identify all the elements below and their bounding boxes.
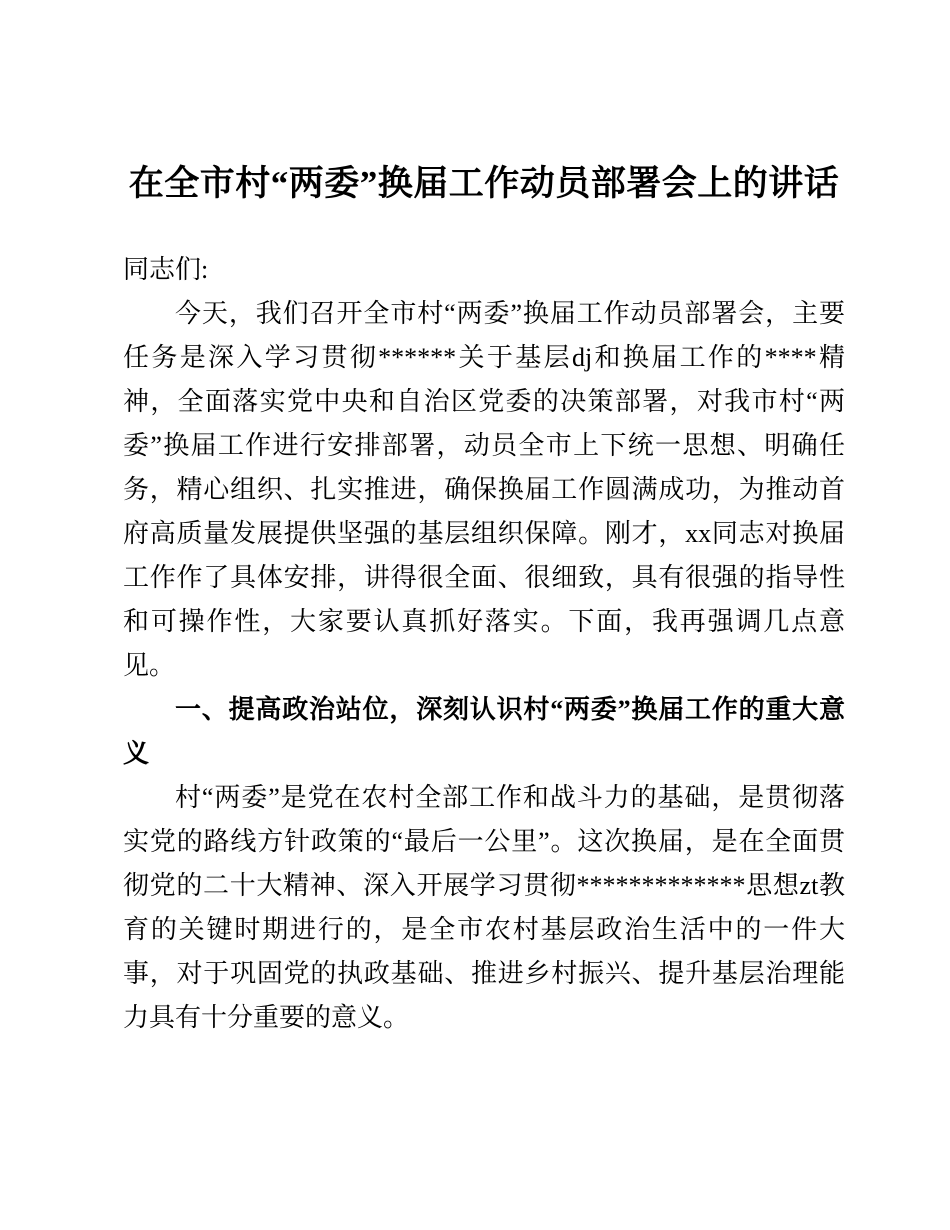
document-body	[123, 248, 845, 1040]
salutation-line: 同志们:	[123, 255, 209, 284]
section-heading-1: 一、提高政治站位，深刻认识村“两委”换届工作的重大意义	[123, 695, 845, 768]
document-content	[123, 155, 845, 1040]
document-title: 在全市村“两委”换届工作动员部署会上的讲话	[128, 164, 840, 203]
paragraph-intro: 今天，我们召开全市村“两委”换届工作动员部署会，主要任务是深入学习贯彻******关于基层dj和换届工作的****精神，全面落实党中央和自治区党委的决策部署，对我市村“两委”换届工作进行安排部署，动员全市上下统一思想、明确任务，精心组织、扎实推进，确保换届工作圆满成功，为推动首府高质量发展提供坚强的基层组织保障。刚才，xx同志对换届工作作了具体安排，讲得很全面、很细致，具有很强的指导性和可操作性，大家要认真抓好落实。下面，我再强调几点意见。	[123, 299, 845, 680]
paragraph-body-1: 村“两委”是党在农村全部工作和战斗力的基础，是贯彻落实党的路线方针政策的“最后一公里”。这次换届，是在全面贯彻党的二十大精神、深入开展学习贯彻*************思想zt教育的关键时期进行的，是全市农村基层政治生活中的一件大事，对于巩固党的执政基础、推进乡村振兴、提升基层治理能力具有十分重要的意义。	[123, 783, 845, 1032]
